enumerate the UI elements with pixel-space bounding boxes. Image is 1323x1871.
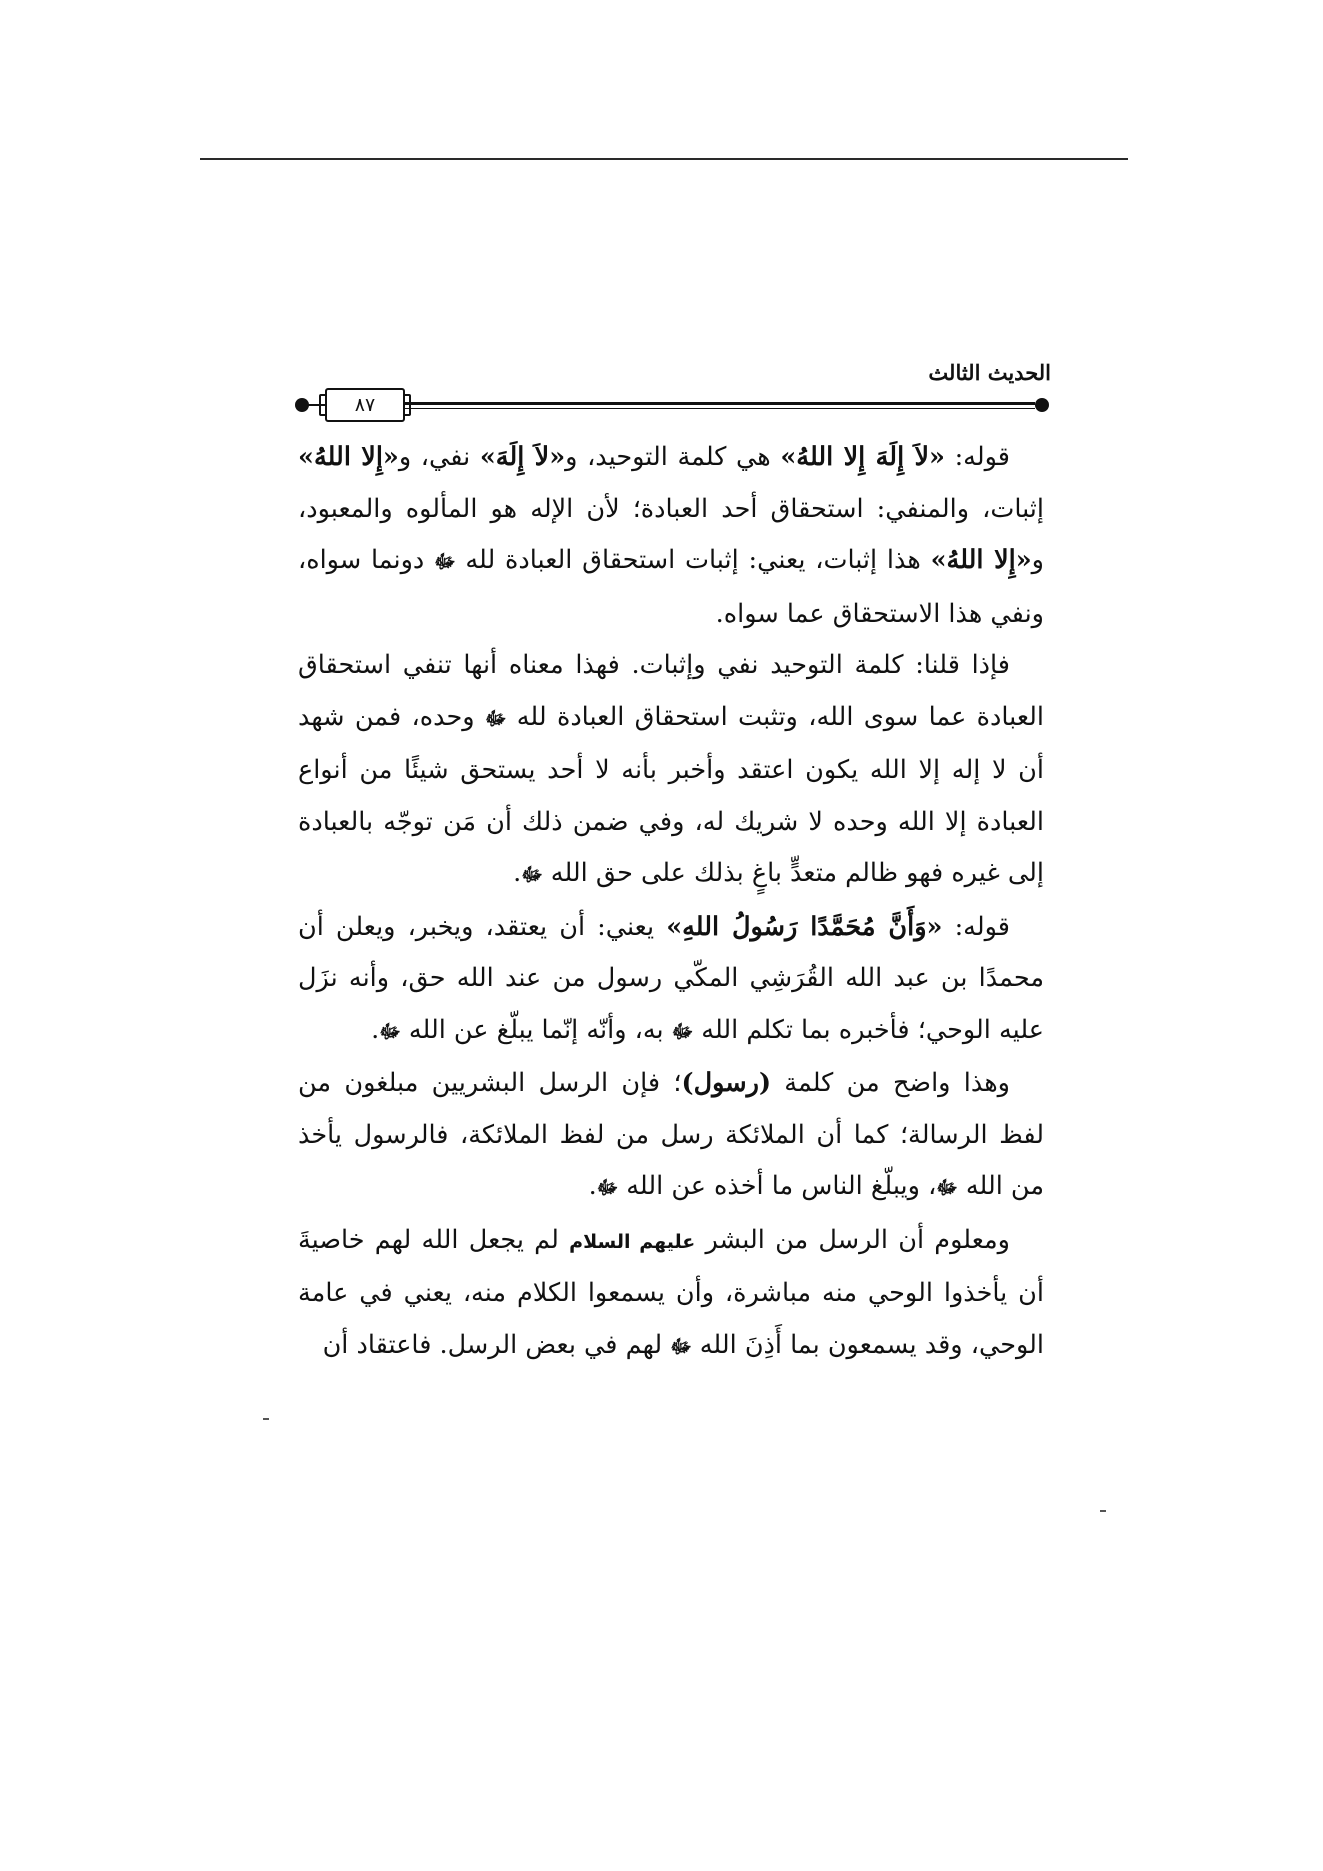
text-run: هذا إثبات، يعني: إثبات استحقاق العبادة لله	[455, 545, 931, 575]
honorific-glyph: ﷻ	[670, 1335, 692, 1358]
text-run: فإذا قلنا: كلمة التوحيد نفي وإثبات. فهذا معناه أنها تنفي استحقاق العبادة عما سوى الله، وتثبت استحقاق العبادة لله	[298, 650, 1045, 732]
text-run: ومعلوم أن الرسل من البشر	[695, 1224, 1010, 1255]
margin-mark	[1100, 1510, 1106, 1512]
quoted-phrase: «وَأَنَّ مُحَمَّدًا رَسُولُ اللهِ»	[666, 911, 943, 942]
quoted-phrase: (رسول)	[681, 1068, 772, 1098]
paragraph	[298, 432, 1044, 640]
paragraph	[298, 1058, 1044, 1215]
text-run: قوله:	[945, 442, 1010, 472]
page-number-badge	[325, 388, 405, 422]
text-run: إثبات، والمنفي: استحقاق أحد العبادة؛ لأن الإله هو المألوه والمعبود، و	[298, 493, 1044, 575]
scan-top-rule	[200, 158, 1128, 160]
paragraph	[298, 1215, 1044, 1374]
text-run: به، وأنّه إنّما يبلّغ عن الله	[400, 1014, 672, 1045]
honorific-glyph: ﷻ	[596, 1177, 619, 1199]
text-run: وهذا واضح من كلمة	[771, 1068, 1010, 1098]
paragraph	[298, 902, 1044, 1059]
text-run: لهم في بعض الرسل. فاعتقاد أن	[322, 1329, 671, 1360]
text-run: يعني: أن يعتقد، ويخبر، ويعلن أن محمدًا بن عبد الله القُرَشِي المكّي رسول من عند الله حق، وأنه نزَل عليه الوحي؛ فأخبره بما تكلم الله	[298, 911, 1044, 1045]
text-run: ؛ فإن الرسل البشريين مبلغون من لفظ الرسالة؛ كما أن الملائكة رسل من لفظ الملائكة، فالرسول يأخذ من الله	[298, 1068, 1044, 1201]
ornament-dot-right	[1035, 398, 1049, 412]
margin-mark	[263, 1418, 269, 1420]
paragraph	[298, 640, 1044, 902]
text-run: قوله:	[942, 911, 1010, 942]
ornament-line-thin	[405, 408, 1035, 409]
quoted-phrase: «إِلا اللهُ»	[298, 442, 399, 472]
text-run: نفي، و	[398, 442, 480, 472]
honorific-glyph: ﷻ	[379, 1020, 401, 1043]
honorific-glyph: عليهم السلام	[569, 1230, 696, 1253]
body-text	[298, 432, 1044, 1373]
page-number: ٨٧	[354, 394, 376, 416]
text-run: ، ويبلّغ الناس ما أخذه عن الله	[618, 1171, 937, 1201]
header-ornament-bar	[295, 386, 1049, 426]
honorific-glyph: ﷻ	[434, 551, 456, 573]
text-run: وحده، فمن شهد أن لا إله إلا الله يكون اعتقد وأخبر بأنه لا أحد يستحق شيئًا من أنواع العبادة إلا الله وحده لا شريك له، وفي ضمن ذلك أن مَن توجّه بالعبادة إلى غيره فهو ظالم متعدٍّ باغٍ بذلك على حق الله	[298, 701, 1044, 888]
honorific-glyph: ﷻ	[936, 1177, 958, 1199]
running-head: الحديث الثالث	[928, 360, 1051, 385]
honorific-glyph: ﷻ	[671, 1020, 694, 1043]
text-run: .	[513, 858, 522, 888]
text-run: دونما سواه، ونفي هذا الاستحقاق عما سواه.	[298, 545, 1044, 629]
text-run: .	[588, 1171, 597, 1201]
text-run: هي كلمة التوحيد، و	[565, 442, 781, 472]
quoted-phrase: «لاَ إِلَهَ إِلا اللهُ»	[780, 442, 945, 472]
honorific-glyph: ﷻ	[484, 707, 507, 730]
text-run: لم يجعل الله لهم خاصيةَ أن يأخذوا الوحي منه مباشرة، وأن يسمعوا الكلام منه، يعني في عامة الوحي، وقد يسمعون بما أَذِنَ الله	[298, 1224, 1044, 1360]
text-run: .	[371, 1014, 380, 1045]
ornament-line-thick	[405, 402, 1035, 405]
honorific-glyph: ﷻ	[521, 864, 543, 886]
quoted-phrase: «لاَ إِلَهَ»	[479, 442, 566, 472]
quoted-phrase: «إِلا اللهُ»	[930, 545, 1032, 575]
